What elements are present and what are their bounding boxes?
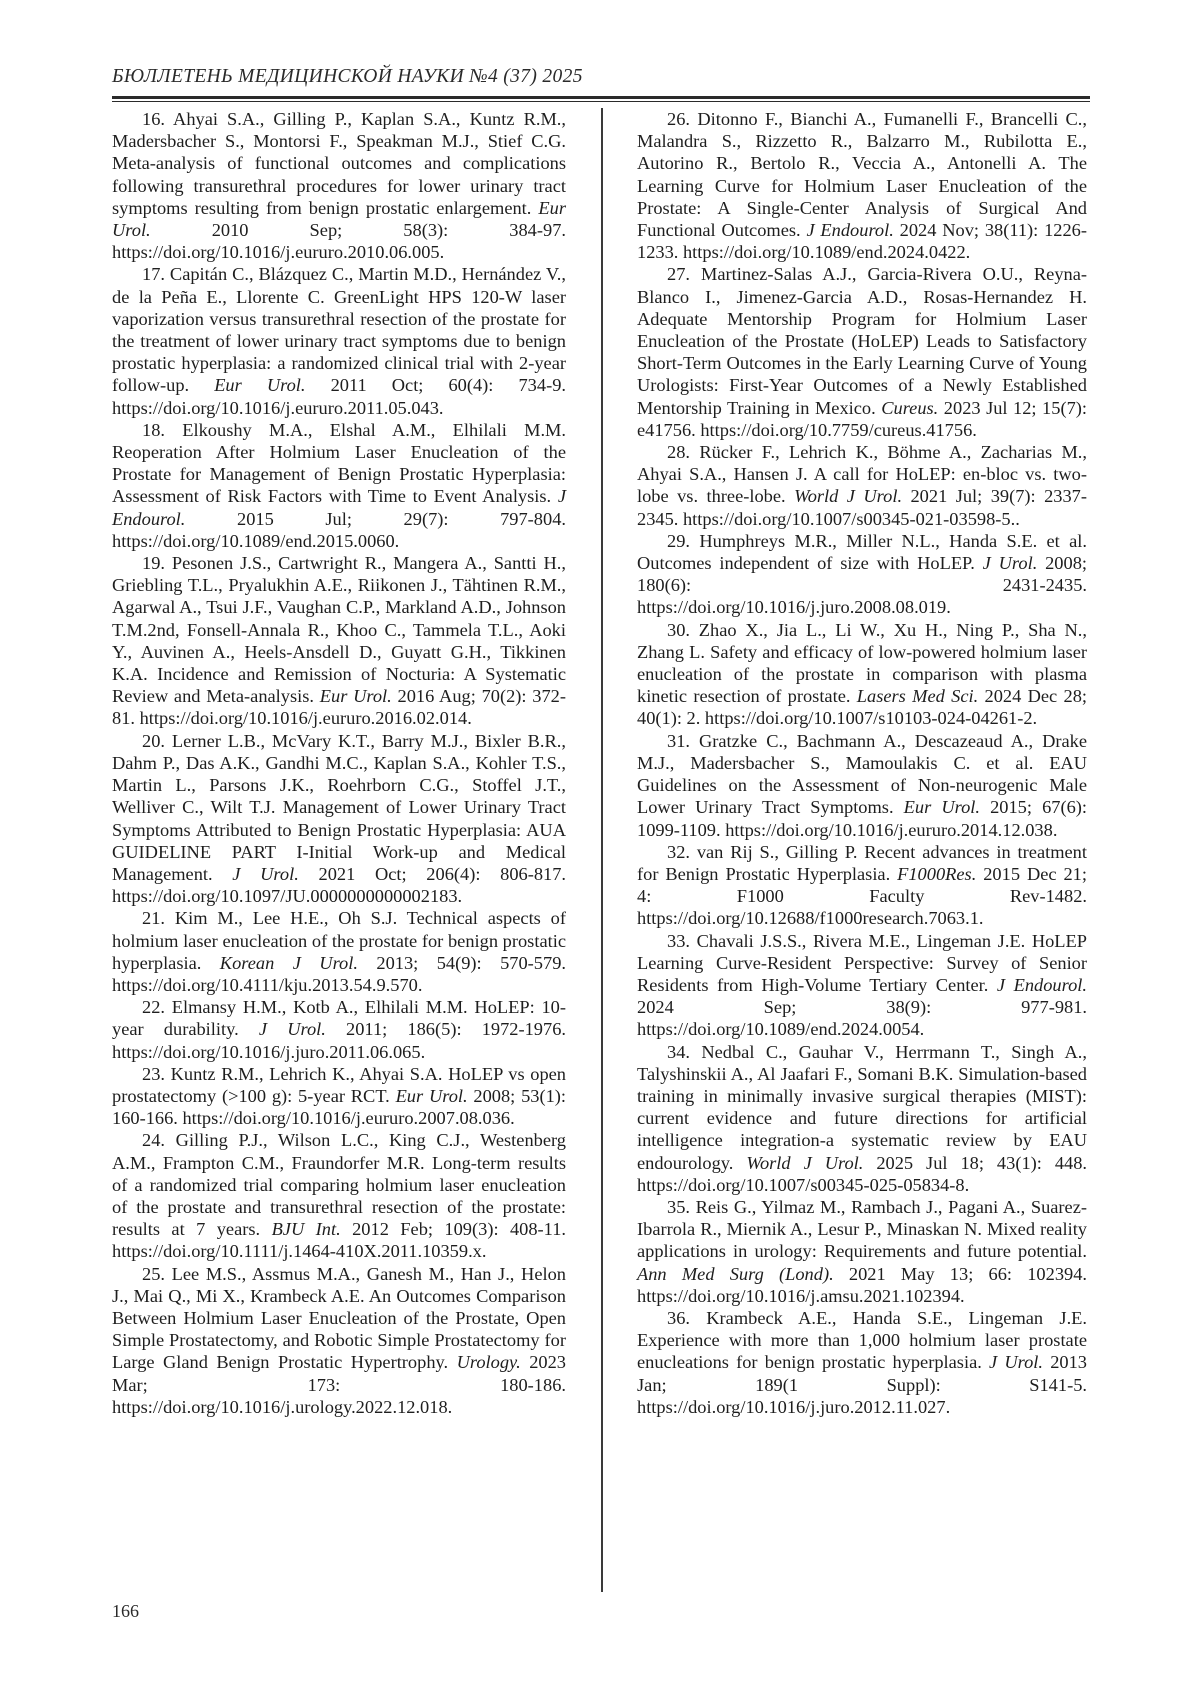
reference-entry: 25. Lee M.S., Assmus M.A., Ganesh M., Han J., Helon J., Mai Q., Mi X., Krambeck A.E. An Outcomes Comparison Between Holmium Laser Enucleation of the Prostate, Open Simple Prostatectomy, and Robotic Simple Prostatectomy for Large Gland Benign Prostatic Hypertrophy. Urology. 2023 Mar; 173: 180-186. https://doi.org/10.1016/j.urology.2022.12.018. — [112, 1263, 566, 1417]
reference-entry: 33. Chavali J.S.S., Rivera M.E., Lingeman J.E. HoLEP Learning Curve-Resident Perspective: Survey of Senior Residents from High-Volume Tertiary Center. J Endourol. 2024 Sep; 38(9): 977-981. https://doi.org/10.1089/end.2024.0054. — [637, 930, 1087, 1040]
reference-entry: 28. Rücker F., Lehrich K., Böhme A., Zacharias M., Ahyai S.A., Hansen J. A call for HoLEP: en-bloc vs. two-lobe vs. three-lobe. World J Urol. 2021 Jul; 39(7): 2337-2345. https://doi.org/10.1007/s00345-021-03598-5.. — [637, 442, 1087, 529]
journal-name: F1000Res. — [897, 863, 977, 884]
reference-entry: 26. Ditonno F., Bianchi A., Fumanelli F., Brancelli C., Malandra S., Rizzetto R., Balzarro M., Rubilotta E., Autorino R., Bertolo R., Veccia A., Antonelli A. The Learning Curve for Holmium Laser Enucleation of the Prostate: A Single-Center Analysis of Surgical And Functional Outcomes. J Endourol. 2024 Nov; 38(11): 1226-1233. https://doi.org/10.1089/end.2024.0422. — [637, 109, 1087, 263]
reference-column-right — [637, 108, 1087, 1418]
reference-entry: 18. Elkoushy M.A., Elshal A.M., Elhilali M.M. Reoperation After Holmium Laser Enucleation of the Prostate for Management of Benign Prostatic Hyperplasia: Assessment of Risk Factors with Time to Event Analysis. J Endourol. 2015 Jul; 29(7): 797-804. https://doi.org/10.1089/end.2015.0060. — [112, 419, 566, 551]
reference-entry: 30. Zhao X., Jia L., Li W., Xu H., Ning P., Sha N., Zhang L. Safety and efficacy of low-powered holmium laser enucleation of the prostate in comparison with plasma kinetic resection of prostate. Lasers Med Sci. 2024 Dec 28; 40(1): 2. https://doi.org/10.1007/s10103-024-04261-2. — [637, 619, 1088, 729]
journal-name: Eur Urol. — [319, 686, 392, 707]
reference-entry: 20. Lerner L.B., McVary K.T., Barry M.J., Bixler B.R., Dahm P., Das A.K., Gandhi M.C., Kaplan S.A., Kohler T.S., Martin L., Parsons J.K., Roehrborn C.G., Stoffel J.T., Welliver C., Wilt T.J. Management of Lower Urinary Tract Symptoms Attributed to Benign Prostatic Hyperplasia: AUA GUIDELINE PART I-Initial Work-up and Medical Management. J Urol. 2021 Oct; 206(4): 806-817. https://doi.org/10.1097/JU.0000000000002183. — [112, 730, 567, 907]
reference-entry: 16. Ahyai S.A., Gilling P., Kaplan S.A., Kuntz R.M., Madersbacher S., Montorsi F., Speakman M.J., Stief C.G. Meta-analysis of functional outcomes and complications following transurethral procedures for lower urinary tract symptoms resulting from benign prostatic enlargement. Eur Urol. 2010 Sep; 58(3): 384-97. https://doi.org/10.1016/j.eururo.2010.06.005. — [112, 109, 566, 263]
reference-entry: 27. Martinez-Salas A.J., Garcia-Rivera O.U., Reyna-Blanco I., Jimenez-Garcia A.D., Rosas-Hernandez H. Adequate Mentorship Program for Holmium Laser Enucleation of the Prostate (HoLEP) Leads to Satisfactory Short-Term Outcomes in the Early Learning Curve of Young Urologists: First-Year Outcomes of a Newly Established Mentorship Training in Mexico. Cureus. 2023 Jul 12; 15(7): e41756. https://doi.org/10.7759/cureus.41756. — [637, 264, 1087, 440]
reference-entry: 31. Gratzke C., Bachmann A., Descazeaud A., Drake M.J., Madersbacher S., Mamoulakis C. et al. EAU Guidelines on the Assessment of Non-neurogenic Male Lower Urinary Tract Symptoms. Eur Urol. 2015; 67(6): 1099-1109. https://doi.org/10.1016/j.eururo.2014.12.038. — [637, 730, 1088, 840]
journal-name: J Endourol. — [996, 974, 1087, 995]
journal-name: J Endourol. — [112, 486, 566, 529]
journal-name: World J Urol. — [794, 486, 903, 507]
reference-entry: 29. Humphreys M.R., Miller N.L., Handa S.E. et al. Outcomes independent of size with HoLEP. J Urol. 2008; 180(6): 2431-2435. https://doi.org/10.1016/j.juro.2008.08.019. — [637, 530, 1087, 618]
journal-name: World J Urol. — [746, 1152, 864, 1173]
journal-name: J Urol. — [982, 553, 1038, 574]
journal-name: Cureus. — [881, 397, 939, 418]
reference-entry: 32. van Rij S., Gilling P. Recent advances in treatment for Benign Prostatic Hyperplasia. F1000Res. 2015 Dec 21; 4: F1000 Faculty Rev-1482. https://doi.org/10.12688/f1000research.7063.1. — [637, 841, 1087, 929]
reference-entry: 22. Elmansy H.M., Kotb A., Elhilali M.M. HoLEP: 10-year durability. J Urol. 2011; 186(5): 1972-1976. https://doi.org/10.1016/j.juro.2011.06.065. — [112, 997, 566, 1062]
page-number: 166 — [112, 1601, 139, 1621]
reference-entry: 19. Pesonen J.S., Cartwright R., Mangera A., Santti H., Griebling T.L., Pryalukhin A.E., Riikonen J., Tähtinen R.M., Agarwal A., Tsui J.F., Vaughan C.P., Markland A.D., Johnson T.M.2nd, Fonsell-Annala R., Khoo C., Tammela T.L., Aoki Y., Auvinen A., Heels-Ansdell D., Guyatt G.H., Tikkinen K.A. Incidence and Remission of Nocturia: A Systematic Review and Meta-analysis. Eur Urol. 2016 Aug; 70(2): 372-81. https://doi.org/10.1016/j.eururo.2016.02.014. — [112, 553, 566, 729]
reference-entry: 21. Kim M., Lee H.E., Oh S.J. Technical aspects of holmium laser enucleation of the prostate for benign prostatic hyperplasia. Korean J Urol. 2013; 54(9): 570-579. https://doi.org/10.4111/kju.2013.54.9.570. — [112, 908, 566, 995]
journal-name: Eur Urol. — [214, 375, 306, 396]
journal-name: Korean J Urol. — [219, 952, 358, 973]
reference-entry: 35. Reis G., Yilmaz M., Rambach J., Pagani A., Suarez-Ibarrola R., Miernik A., Lesur P., Minaskan N. Mixed reality applications in urology: Requirements and future potential. Ann Med Surg (Lond). 2021 May 13; 66: 102394. https://doi.org/10.1016/j.amsu.2021.102394. — [637, 1196, 1087, 1306]
reference-column-left — [112, 108, 566, 1418]
column-divider — [601, 108, 603, 1592]
header-rule-thin — [112, 101, 1090, 102]
journal-name: Eur Urol. — [903, 797, 980, 818]
journal-name: Eur Urol. — [112, 197, 566, 241]
journal-name: J Urol. — [258, 1019, 326, 1040]
journal-name: J Urol. — [232, 863, 299, 884]
journal-name: J Urol. — [989, 1352, 1044, 1373]
reference-entry: 17. Capitán C., Blázquez C., Martin M.D., Hernández V., de la Peña E., Llorente C. GreenLight HPS 120-W laser vaporization versus transurethral resection of the prostate for the treatment of lower urinary tract symptoms due to benign prostatic hyperplasia: a randomized clinical trial with 2-year follow-up. Eur Urol. 2011 Oct; 60(4): 734-9. https://doi.org/10.1016/j.eururo.2011.05.043. — [112, 264, 566, 418]
reference-entry: 36. Krambeck A.E., Handa S.E., Lingeman J.E. Experience with more than 1,000 holmium laser prostate enucleations for benign prostatic hyperplasia. J Urol. 2013 Jan; 189(1 Suppl): S141-5. https://doi.org/10.1016/j.juro.2012.11.027. — [637, 1307, 1087, 1417]
journal-name: BJU Int. — [271, 1219, 341, 1240]
header-rule-thick — [112, 96, 1090, 99]
reference-entry: 24. Gilling P.J., Wilson L.C., King C.J., Westenberg A.M., Frampton C.M., Fraundorfer M.R. Long-term results of a randomized trial comparing holmium laser enucleation of the prostate and transurethral resection of the prostate: results at 7 years. BJU Int. 2012 Feb; 109(3): 408-11. https://doi.org/10.1111/j.1464-410X.2011.10359.x. — [112, 1130, 566, 1262]
reference-entry: 34. Nedbal C., Gauhar V., Herrmann T., Singh A., Talyshinskii A., Al Jaafari F., Somani B.K. Simulation-based training in minimally invasive surgical therapies (MIST): current evidence and future directions for artificial intelligence integration-a systematic review by EAU endourology. World J Urol. 2025 Jul 18; 43(1): 448. https://doi.org/10.1007/s00345-025-05834-8. — [637, 1041, 1088, 1195]
journal-name: J Endourol. — [806, 220, 894, 241]
journal-name: Urology. — [456, 1352, 521, 1373]
journal-header: БЮЛЛЕТЕНЬ МЕДИЦИНСКОЙ НАУКИ №4 (37) 2025 — [112, 66, 583, 87]
reference-entry: 23. Kuntz R.M., Lehrich K., Ahyai S.A. HoLEP vs open prostatectomy (>100 g): 5-year RCT. Eur Urol. 2008; 53(1): 160-166. https://doi.org/10.1016/j.eururo.2007.08.036. — [112, 1063, 567, 1129]
journal-name: Eur Urol. — [395, 1085, 468, 1106]
journal-name: Lasers Med Sci. — [856, 686, 979, 707]
journal-name: Ann Med Surg (Lond). — [637, 1263, 834, 1284]
